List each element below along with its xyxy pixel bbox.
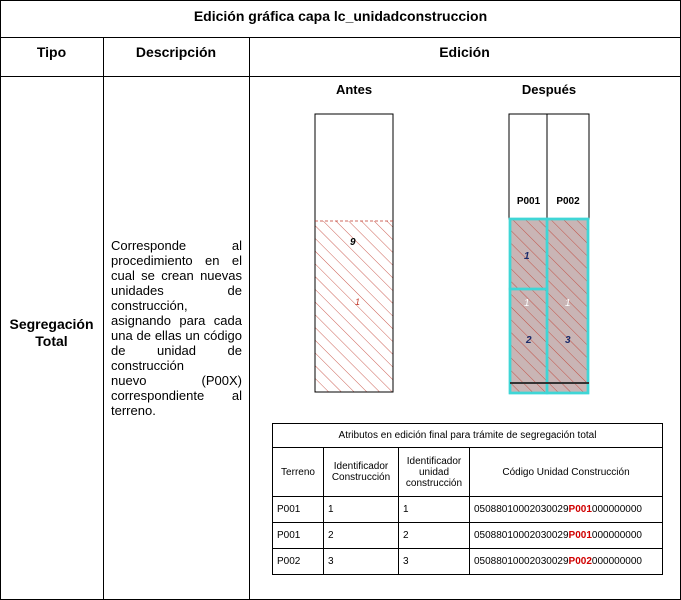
- descripcion-line: de unidad de: [111, 343, 242, 358]
- col-header-id-construccion: Identificador Construcción: [324, 448, 399, 497]
- antes-number-top: 9: [350, 237, 356, 248]
- cell-id-unidad: 2: [399, 523, 470, 549]
- despues-number: 1: [524, 298, 530, 309]
- attributes-caption: Atributos en edición final para trámite de segregación total: [273, 424, 663, 448]
- descripcion-line: nuevo (P00X): [111, 373, 242, 388]
- codigo-suffix: 000000000: [591, 556, 642, 567]
- despues-number: 2: [526, 335, 532, 346]
- cell-terreno: P001: [273, 497, 324, 523]
- table-row: [273, 549, 663, 575]
- col-header-terreno: Terreno: [273, 448, 324, 497]
- cell-id-unidad: 3: [399, 549, 470, 575]
- terreno-label-p001: P001: [516, 196, 541, 207]
- cell-terreno: P002: [273, 549, 324, 575]
- antes-parcel: [315, 114, 393, 392]
- cell-codigo: [470, 497, 663, 523]
- descripcion-line: cual se crean nuevas: [111, 268, 242, 283]
- cell-id-unidad: 1: [399, 497, 470, 523]
- tipo-line-2: Total: [35, 333, 68, 349]
- codigo-suffix: 000000000: [591, 530, 642, 541]
- despues-label: Después: [521, 82, 577, 97]
- col-header-codigo: Código Unidad Construcción: [470, 448, 663, 497]
- antes-number-middle: 1: [355, 297, 361, 307]
- codigo-terreno: P001: [568, 530, 592, 541]
- header-tipo: Tipo: [36, 44, 67, 60]
- cell-codigo: [470, 523, 663, 549]
- descripcion-line: unidades de: [111, 283, 242, 298]
- descripcion-line: construcción,: [111, 298, 188, 313]
- attributes-table: [272, 423, 663, 575]
- header-edicion: Edición: [439, 44, 490, 60]
- descripcion-line: terreno.: [111, 403, 156, 418]
- codigo-prefix: 05088010002030029: [474, 530, 569, 541]
- cell-id-construccion: 1: [324, 497, 399, 523]
- descripcion-line: una de ellas un código: [111, 328, 242, 343]
- despues-number: 3: [565, 335, 571, 346]
- tipo-line-1: Segregación: [9, 316, 94, 332]
- codigo-prefix: 05088010002030029: [474, 504, 569, 515]
- terreno-label-p002: P002: [556, 196, 580, 207]
- codigo-terreno: P001: [568, 504, 592, 515]
- header-descripcion: Descripción: [135, 44, 217, 60]
- despues-parcels: [509, 114, 589, 393]
- despues-number: 1: [524, 251, 530, 262]
- despues-number: 1: [565, 298, 571, 309]
- antes-label: Antes: [335, 82, 373, 97]
- cell-codigo: [470, 549, 663, 575]
- descripcion-line: procedimiento en el: [111, 253, 242, 268]
- attributes-header-row: [273, 448, 663, 497]
- page-title: Edición gráfica capa lc_unidadconstruccion: [193, 8, 488, 24]
- codigo-terreno: P002: [568, 556, 592, 567]
- col-header-id-unidad: Identificador unidad construcción: [399, 448, 470, 497]
- descripcion-line: asignando para cada: [111, 313, 242, 328]
- table-row: [273, 497, 663, 523]
- codigo-prefix: 05088010002030029: [474, 556, 569, 567]
- cell-id-construccion: 3: [324, 549, 399, 575]
- cell-id-construccion: 2: [324, 523, 399, 549]
- codigo-suffix: 000000000: [591, 504, 642, 515]
- descripcion-line: Corresponde al: [111, 238, 242, 253]
- descripcion-line: construcción: [111, 358, 184, 373]
- descripcion-line: correspondiente al: [111, 388, 242, 403]
- cell-terreno: P001: [273, 523, 324, 549]
- table-row: [273, 523, 663, 549]
